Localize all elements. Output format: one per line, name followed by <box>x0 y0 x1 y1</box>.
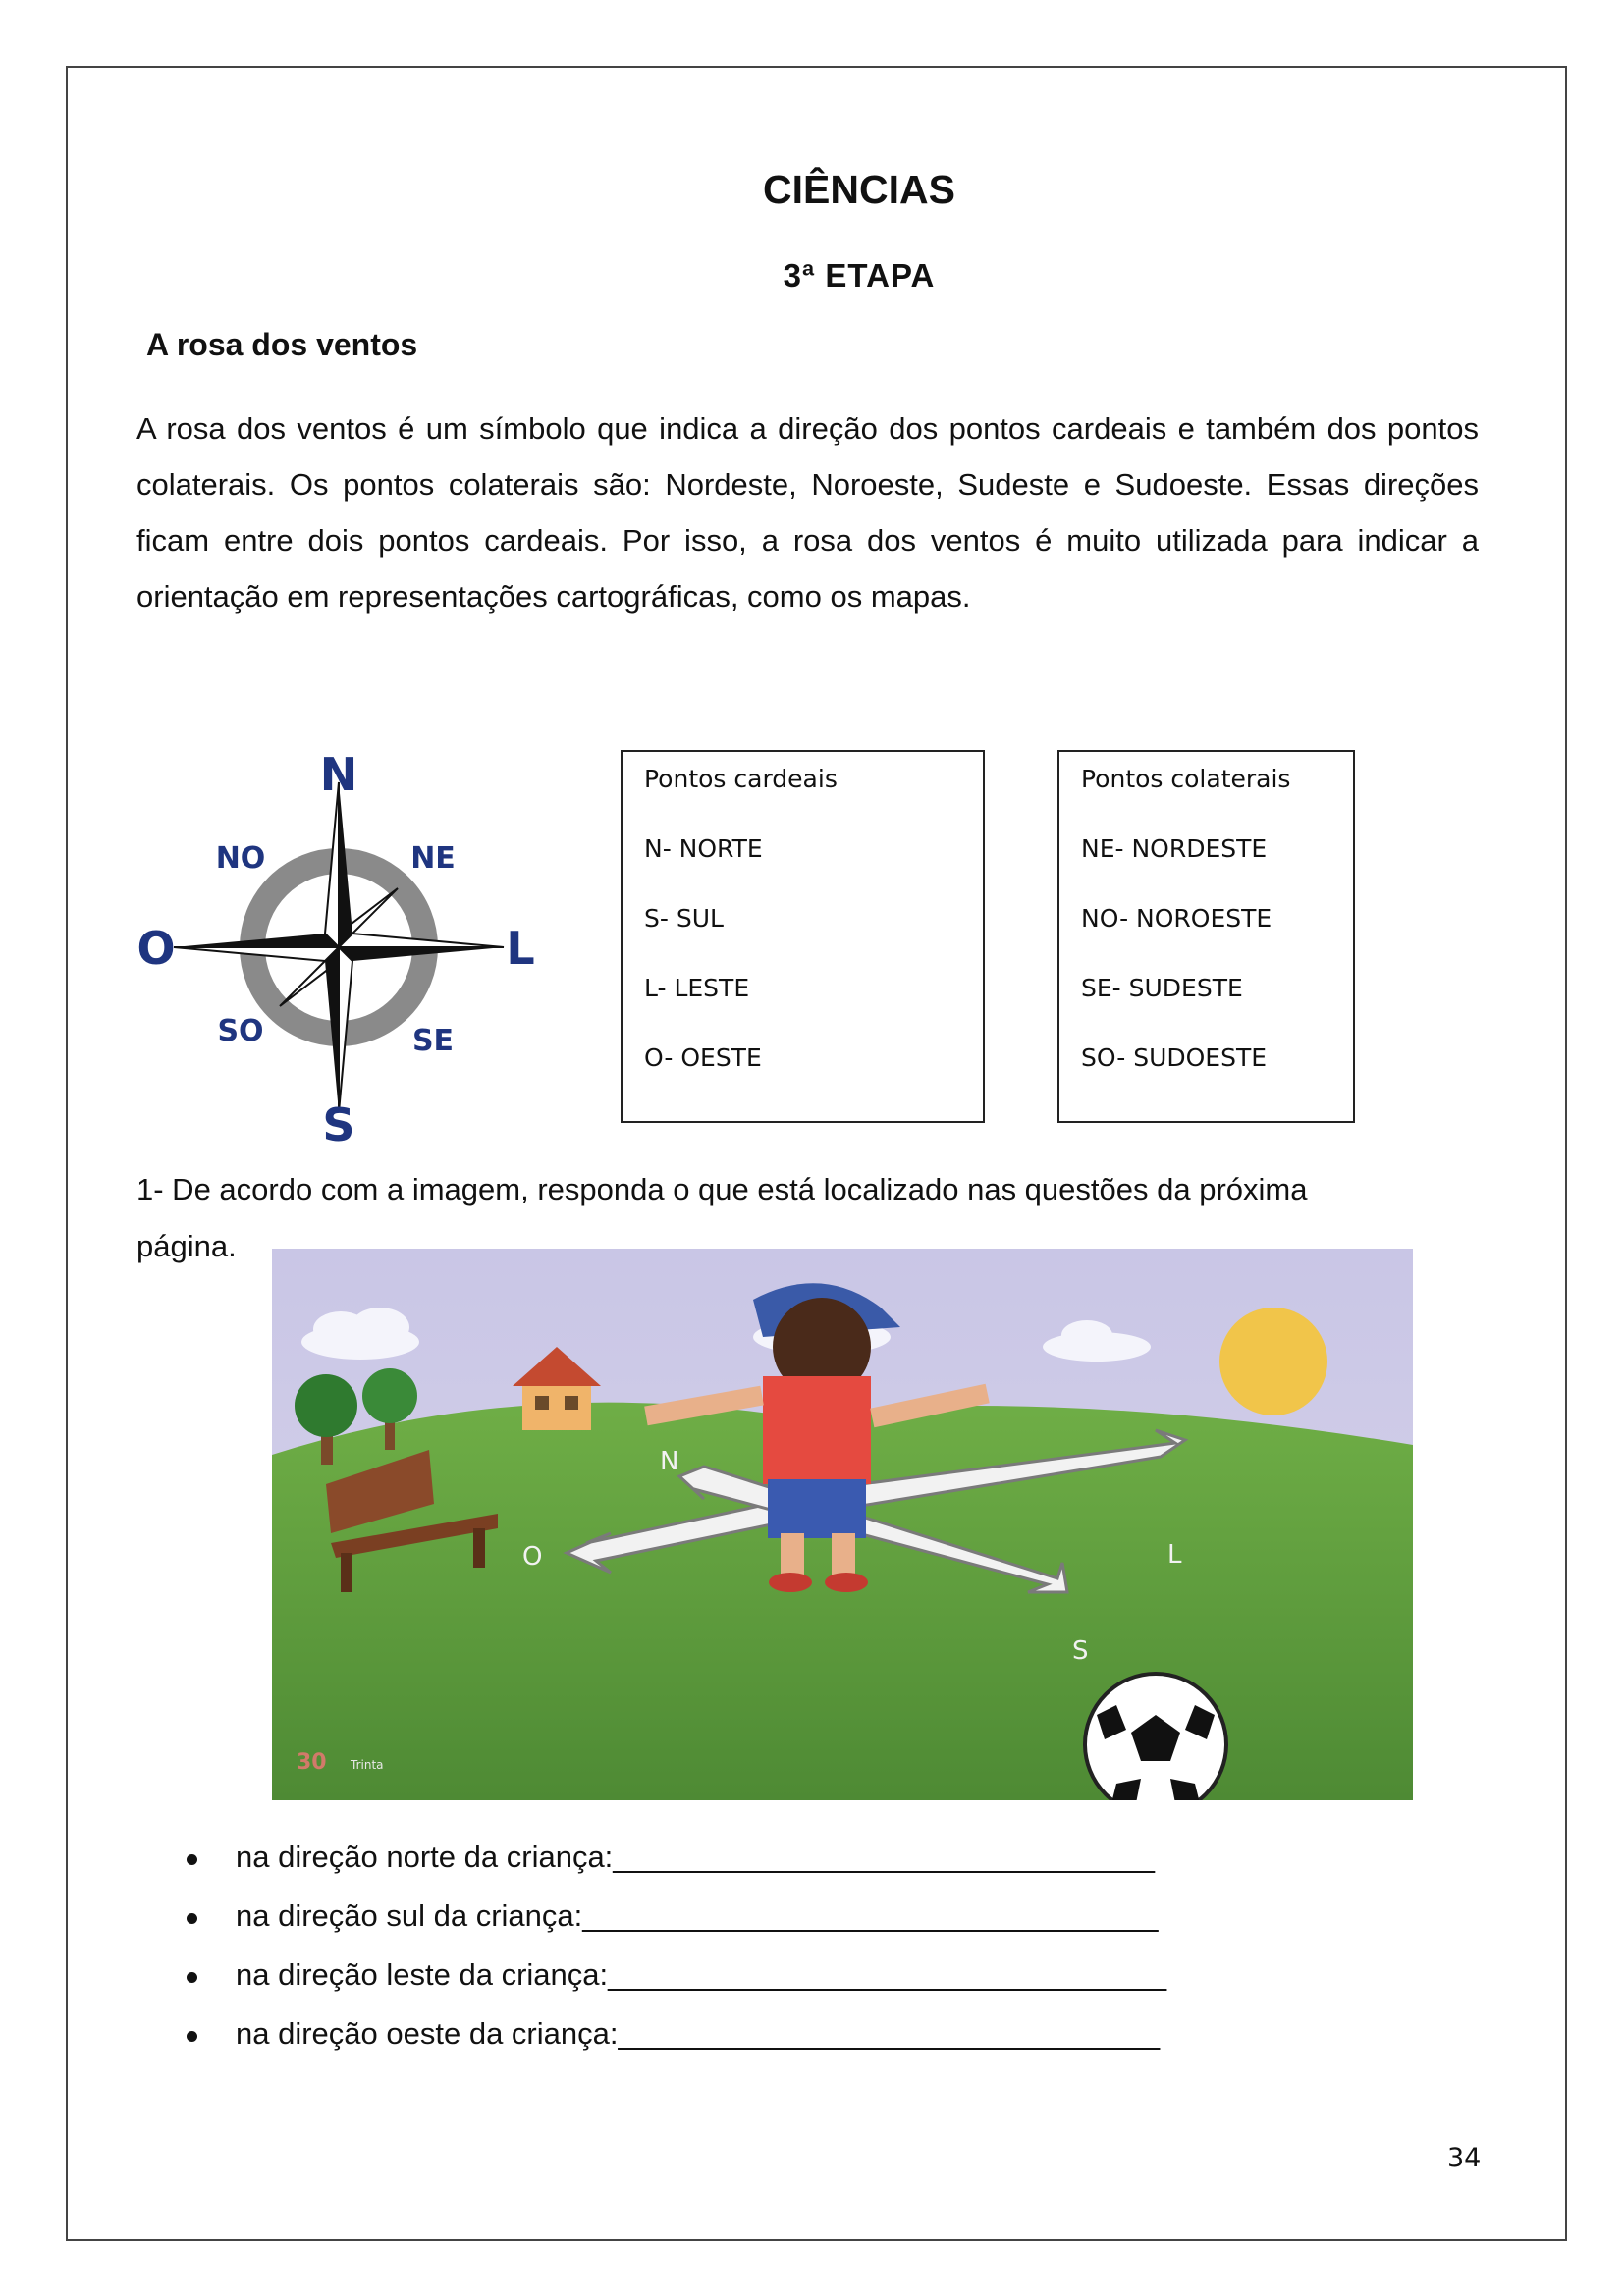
compass-rose <box>133 746 545 1148</box>
soccer-ball <box>1085 1674 1226 1800</box>
scene-label-n: N <box>660 1447 679 1476</box>
compass-star <box>174 782 504 1112</box>
page-title: CIÊNCIAS <box>763 167 955 212</box>
cardinal-item: O- OESTE <box>644 1043 762 1072</box>
bullet-icon <box>187 1854 197 1865</box>
cardinal-item: S- SUL <box>644 904 724 933</box>
scene-illustration <box>272 1249 1413 1800</box>
answer-line[interactable]: na direção norte da criança:________________________________ <box>236 1840 1155 1874</box>
bullet-icon <box>187 2031 197 2042</box>
compass-label-so: SO <box>217 1014 264 1048</box>
cardinal-item: L- LESTE <box>644 974 750 1002</box>
page-subtitle: 3ª ETAPA <box>783 257 936 294</box>
page-number: 34 <box>1447 2143 1482 2173</box>
compass-label-se: SE <box>411 1024 455 1058</box>
scene-label-s: S <box>1072 1636 1089 1666</box>
compass-label-l: L <box>506 922 535 975</box>
scene-label-l: L <box>1167 1540 1182 1570</box>
section-heading: A rosa dos ventos <box>146 327 418 362</box>
collateral-box-title: Pontos colaterais <box>1081 765 1291 793</box>
bullet-icon <box>187 1913 197 1924</box>
compass-label-ne: NE <box>410 841 456 876</box>
compass-label-o: O <box>136 922 176 975</box>
cardinal-points-box <box>621 750 985 1123</box>
sun <box>1219 1308 1327 1415</box>
compass-label-no: NO <box>215 841 266 876</box>
collateral-item: SE- SUDESTE <box>1081 974 1243 1002</box>
collateral-item: NO- NOROESTE <box>1081 904 1272 933</box>
bullet-icon <box>187 1972 197 1983</box>
answer-line[interactable]: na direção leste da criança:_________________________________ <box>236 1957 1167 1992</box>
cardinal-item: N- NORTE <box>644 834 763 863</box>
intro-paragraph: A rosa dos ventos é um símbolo que indica a direção dos pontos cardeais e também dos pontos colaterais. Os pontos colaterais são: Nordeste, Noroeste, Sudeste e Sudoeste. Essas direções ficam entre dois pontos cardeais. Por isso, a rosa dos ventos é muito utilizada para indicar a orientação em representações cartográficas, como os mapas. <box>136 411 1479 614</box>
compass-label-s: S <box>322 1098 355 1148</box>
answer-line[interactable]: na direção sul da criança:__________________________________ <box>236 1898 1159 1933</box>
collateral-points-box <box>1057 750 1355 1123</box>
collateral-item: SO- SUDOESTE <box>1081 1043 1268 1072</box>
scene-label-o: O <box>522 1542 543 1572</box>
collateral-item: NE- NORDESTE <box>1081 834 1268 863</box>
scene-page-word: Trinta <box>351 1758 384 1772</box>
scene-page-number: 30 <box>297 1750 327 1775</box>
cardinal-box-title: Pontos cardeais <box>644 765 838 793</box>
question-1: 1- De acordo com a imagem, responda o que está localizado nas questões da próxima página. <box>136 1172 1308 1263</box>
answer-line[interactable]: na direção oeste da criança:________________________________ <box>236 2016 1161 2051</box>
compass-label-n: N <box>319 748 358 801</box>
